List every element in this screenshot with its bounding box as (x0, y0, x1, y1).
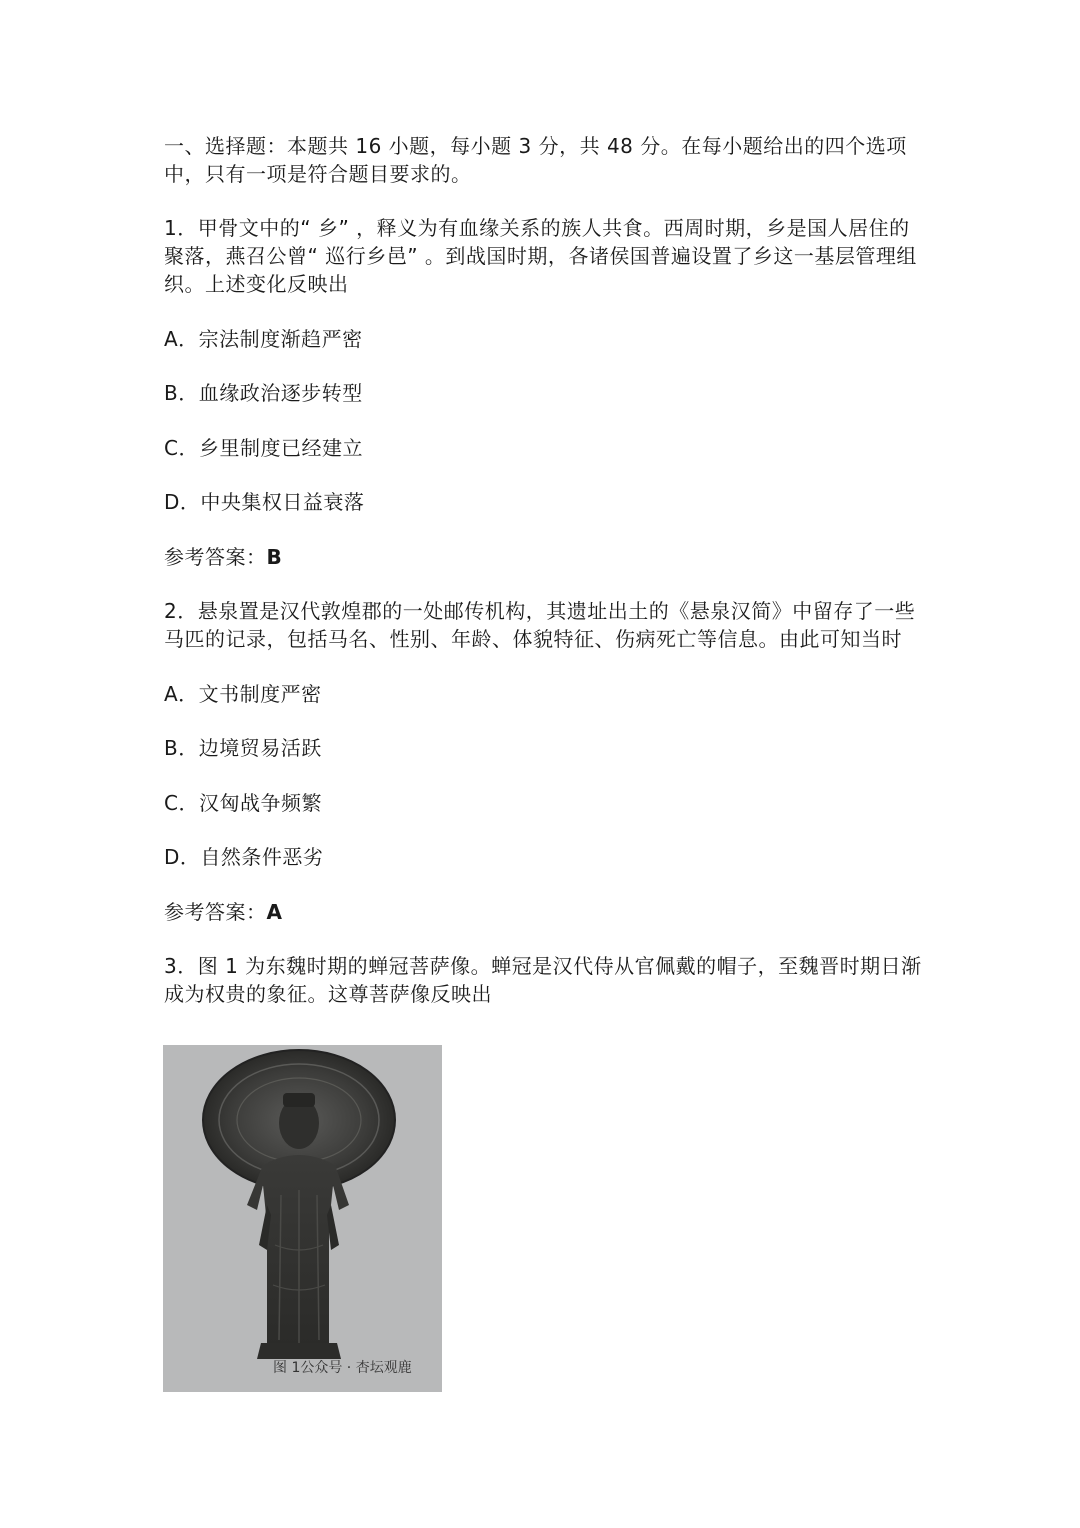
question-2-stem: 2．悬泉置是汉代敦煌郡的一处邮传机构，其遗址出土的《悬泉汉简》中留存了一些马匹的记录，包括马名、性别、年龄、体貌特征、伤病死亡等信息。由此可知当时 (164, 599, 916, 651)
question-1-answer (164, 543, 924, 571)
question-1-option-c: C．乡里制度已经建立 (164, 436, 363, 460)
question-2-option-a: A．文书制度严密 (164, 682, 322, 706)
statue-illustration (163, 1045, 442, 1392)
question-1-option-d: D．中央集权日益衰落 (164, 490, 365, 514)
figure-caption: 图 1公众号 · 杏坛观鹿 (273, 1360, 412, 1376)
answer-value: B (266, 545, 283, 569)
question-1-option-a: A．宗法制度渐趋严密 (164, 327, 363, 351)
answer-label: 参考答案： (164, 545, 267, 569)
answer-label: 参考答案： (164, 900, 267, 924)
section-intro: 一、选择题：本题共 16 小题，每小题 3 分，共 48 分。在每小题给出的四个选项中，只有一项是符合题目要求的。 (164, 134, 907, 186)
question-2-option-b: B．边境贸易活跃 (164, 736, 322, 760)
question-3-stem: 3．图 1 为东魏时期的蝉冠菩萨像。蝉冠是汉代侍从官佩戴的帽子，至魏晋时期日渐成为权贵的象征。这尊菩萨像反映出 (164, 954, 922, 1006)
answer-value: A (266, 900, 283, 924)
question-1-stem: 1．甲骨文中的“ 乡” ，释义为有血缘关系的族人共食。西周时期，乡是国人居住的聚落，燕召公曾“ 巡行乡邑” 。到战国时期，各诸侯国普遍设置了乡这一基层管理组织。上述变化反映出 (164, 216, 917, 296)
question-2-option-c: C．汉匈战争频繁 (164, 791, 322, 815)
figure-1-statue-image (163, 1045, 442, 1392)
question-2-answer (164, 898, 924, 926)
question-2-option-d: D．自然条件恶劣 (164, 845, 324, 869)
question-1-option-b: B．血缘政治逐步转型 (164, 381, 363, 405)
